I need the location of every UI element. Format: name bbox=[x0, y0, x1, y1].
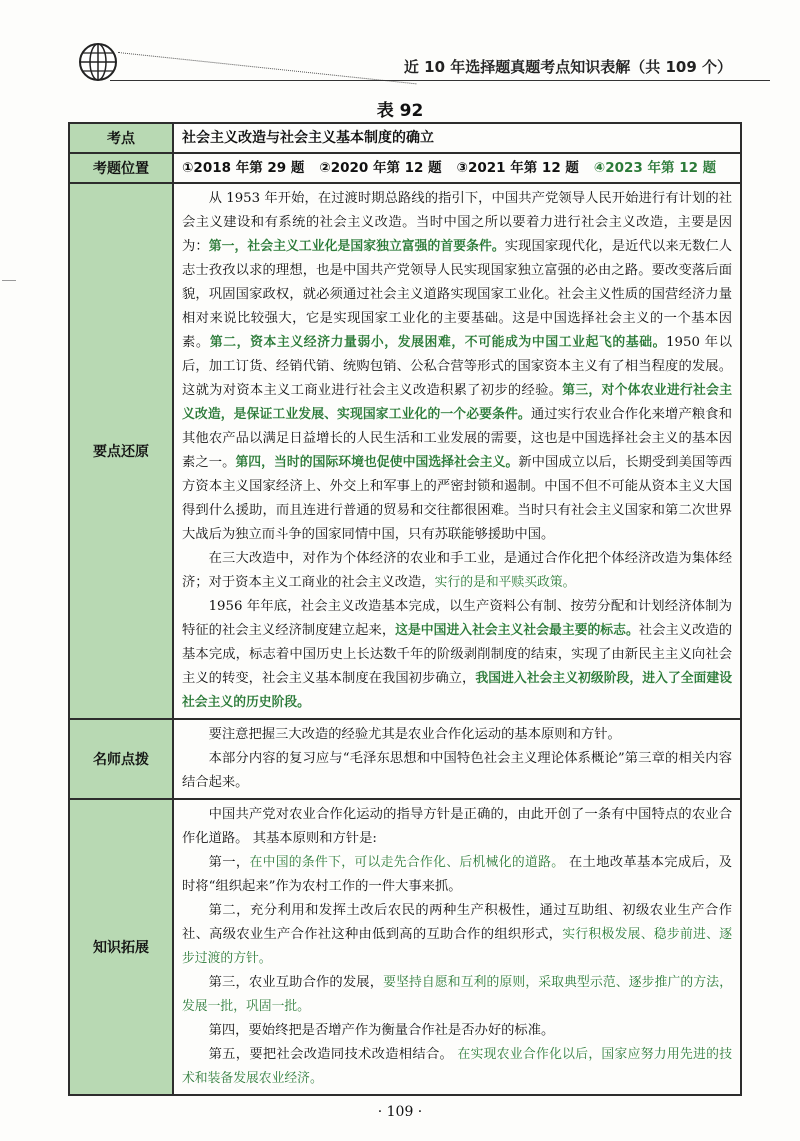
row-tuozhan bbox=[69, 799, 741, 1095]
text: 第三，农业互助合作的发展， bbox=[208, 975, 384, 990]
table-title: 表 92 bbox=[376, 101, 424, 121]
row-yaodian bbox=[69, 183, 741, 719]
mingshi-para-1: 要注意把握三大改造的经验尤其是农业合作化运动的基本原则和方针。 bbox=[208, 727, 621, 742]
text: 1950 年以后，加工订货、经销代销、统购包销、公私合营等形式的国家资本主义有了相当程度的发展。这就为对资本主义工商业进行社会主义改造积累了初步的经验。 bbox=[182, 335, 732, 398]
row-mingshi bbox=[69, 719, 741, 799]
year-2: ②2020 年第 12 题 bbox=[319, 160, 442, 176]
tuozhan-para-3 bbox=[182, 971, 732, 1019]
text: 通过实行农业合作化来增产粮食和其他农产品以满足日益增长的人民生活和工业发展的需要，这也是中国选择社会主义的基本因素之一。 bbox=[182, 407, 733, 470]
yaodian-para-3 bbox=[182, 595, 732, 715]
header-divider bbox=[110, 80, 770, 81]
yaodian-para-1 bbox=[182, 187, 732, 547]
year-4: ④2023 年第 12 题 bbox=[593, 160, 717, 176]
value-position bbox=[173, 153, 741, 183]
row-position bbox=[69, 153, 741, 183]
knowledge-table bbox=[68, 122, 742, 1096]
header-title: 近 10 年选择题真题考点知识表解（共 109 个） bbox=[403, 58, 732, 76]
value-kaodian: 社会主义改造与社会主义基本制度的确立 bbox=[173, 123, 741, 153]
text: 第一， bbox=[208, 855, 250, 870]
highlight: 实行积极发展、稳步前进、逐步过渡的方针。 bbox=[182, 927, 733, 966]
label-mingshi: 名师点拨 bbox=[69, 719, 173, 799]
highlight: 第一，社会主义工业化是国家独立富强的首要条件。 bbox=[208, 239, 505, 254]
text: 1956 年年底，社会主义改造基本完成，以生产资料公有制、按劳分配和计划经济体制为特征的社会主义经济制度建立起来， bbox=[182, 599, 732, 638]
label-position: 考题位置 bbox=[69, 153, 173, 183]
content-yaodian bbox=[173, 183, 741, 719]
text: 新中国成立以后，长期受到美国等西方资本主义国家经济上、外交上和军事上的严密封锁和遏制。中国不但不可能从资本主义大国得到什么援助，而且连进行普通的贸易和交往都很困难。当时只有社会主义国家和第二次世界大战后为独立而斗争的国家同情中国，只有苏联能够援助中国。 bbox=[182, 455, 733, 542]
text: 实现国家现代化，是近代以来无数仁人志士孜孜以求的理想，也是中国共产党领导人民实现国家独立富强的必由之路。要改变落后面貌，巩固国家政权，就必须通过社会主义道路实现国家工业化。社会主义性质的国营经济力量相对来说比较强大，它是实现国家工业化的主要基础。这是中国选择社会主义的一个基本因素。 bbox=[182, 239, 733, 350]
highlight: 在实现农业合作化以后，国家应努力用先进的技术和装备发展农业经济。 bbox=[182, 1047, 733, 1086]
highlight: 要坚持自愿和互利的原则，采取典型示范、逐步推广的方法，发展一批，巩固一批。 bbox=[182, 975, 733, 1014]
tuozhan-para-5 bbox=[182, 1043, 732, 1091]
text: 第五，要把社会改造同技术改造相结合。 bbox=[208, 1047, 454, 1062]
text: 第二，充分利用和发挥土改后农民的两种生产积极性，通过互助组、初级农业生产合作社、高级农业生产合作社这种由低到高的互助合作的组织形式， bbox=[182, 903, 732, 942]
highlight: 第三，对个体农业进行社会主义改造，是保证工业发展、实现国家工业化的一个必要条件。 bbox=[182, 383, 733, 422]
label-kaodian: 考点 bbox=[69, 123, 173, 153]
mingshi-para-2: 本部分内容的复习应与“毛泽东思想和中国特色社会主义理论体系概论”第三章的相关内容结合起来。 bbox=[182, 751, 732, 790]
tuozhan-para-4: 第四，要始终把是否增产作为衡量合作社是否办好的标准。 bbox=[208, 1023, 555, 1038]
text: 从 1953 年开始，在过渡时期总路线的指引下，中国共产党领导人民开始进行有计划的社会主义建设和有系统的社会主义改造。当时中国之所以要着力进行社会主义改造，主要是因为： bbox=[182, 191, 732, 254]
highlight: 第二，资本主义经济力量弱小，发展困难，不可能成为中国工业起飞的基础。 bbox=[209, 335, 667, 350]
year-1: ①2018 年第 29 题 bbox=[182, 160, 305, 176]
text: 在土地改革基本完成后，及时将“组织起来”作为农村工作的一件大事来抓。 bbox=[182, 855, 732, 894]
highlight: 第四，当时的国际环境也促使中国选择社会主义。 bbox=[235, 455, 519, 470]
label-yaodian: 要点还原 bbox=[69, 183, 173, 719]
yaodian-para-2 bbox=[182, 547, 732, 595]
highlight: 实行的是和平赎买政策。 bbox=[434, 575, 576, 590]
highlight: 这是中国进入社会主义社会最主要的标志。 bbox=[395, 623, 639, 638]
tuozhan-para-2 bbox=[182, 899, 732, 971]
year-3: ③2021 年第 12 题 bbox=[456, 160, 579, 176]
margin-mark bbox=[2, 280, 16, 281]
text: 在三大改造中，对作为个体经济的农业和手工业，是通过合作化把个体经济改造为集体经济；对于资本主义工商业的社会主义改造， bbox=[182, 551, 732, 590]
content-tuozhan bbox=[173, 799, 741, 1095]
page-number: · 109 · bbox=[377, 1104, 423, 1120]
row-kaodian bbox=[69, 123, 741, 153]
page-header bbox=[0, 0, 800, 90]
highlight: 我国进入社会主义初级阶段，进入了全面建设社会主义的历史阶段。 bbox=[182, 671, 733, 710]
label-tuozhan: 知识拓展 bbox=[69, 799, 173, 1095]
tuozhan-para-0: 中国共产党对农业合作化运动的指导方针是正确的，由此开创了一条有中国特点的农业合作化道路。 其基本原则和方针是: bbox=[182, 807, 732, 846]
text: 社会主义改造的基本完成，标志着中国历史上长达数千年的阶级剥削制度的结束，实现了由新民主主义向社会主义的转变，社会主义基本制度在我国初步确立， bbox=[182, 623, 733, 686]
highlight: 在中国的条件下，可以走先合作化、后机械化的道路。 bbox=[249, 855, 565, 870]
globe-icon bbox=[78, 42, 118, 82]
content-mingshi bbox=[173, 719, 741, 799]
tuozhan-para-1 bbox=[182, 851, 732, 899]
